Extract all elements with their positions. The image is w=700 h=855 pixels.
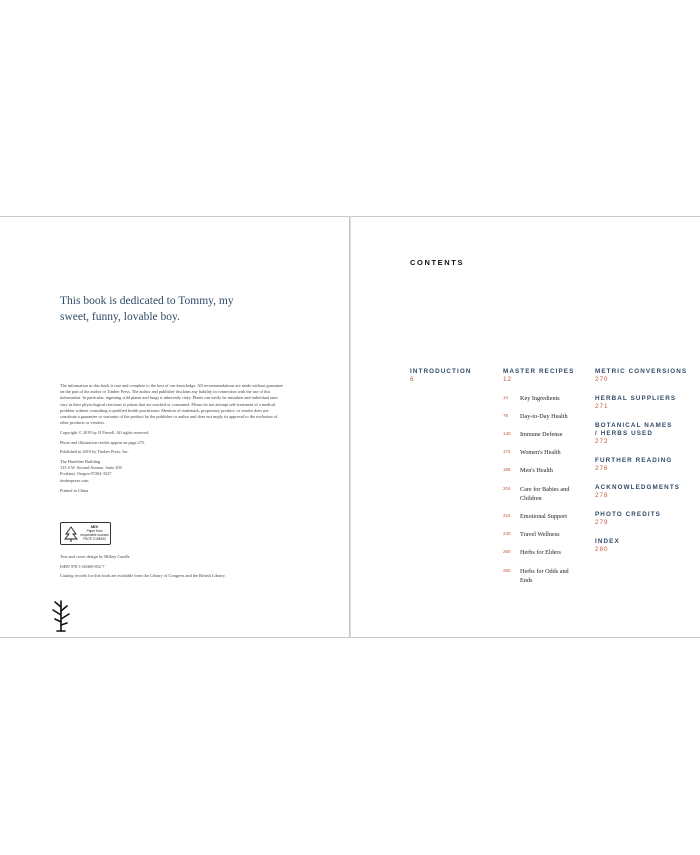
toc-recipe-name: Men's Health xyxy=(520,467,553,474)
toc-recipe-name: Emotional Support xyxy=(520,513,567,520)
toc-page-number: 224 xyxy=(503,513,511,518)
fsc-tree-icon xyxy=(64,526,78,543)
toc-recipe-name: Key Ingredients xyxy=(520,395,560,402)
toc-page-number: 204 xyxy=(503,486,511,491)
toc-recipe-name: Immune Defense xyxy=(520,431,563,438)
toc-section-label: PHOTO CREDITS xyxy=(595,511,661,518)
toc-section-entry[interactable] xyxy=(595,422,695,446)
address-line: timberpress.com xyxy=(60,477,89,483)
toc-section-entry[interactable] xyxy=(595,511,695,527)
address-line: The Haseltine Building xyxy=(60,459,101,465)
fsc-logo xyxy=(60,522,111,545)
toc-page-number: 260 xyxy=(503,568,511,573)
toc-section-label: METRIC CONVERSIONS xyxy=(595,368,688,375)
toc-introduction[interactable] xyxy=(410,368,490,384)
publisher-address xyxy=(60,459,286,484)
credits-block xyxy=(60,554,286,583)
toc-page-number: 276 xyxy=(595,465,609,472)
toc-page-number: 14 xyxy=(503,395,509,400)
toc-page-number: 172 xyxy=(503,449,511,454)
design-credit: Text and cover design by Hillary Caudle xyxy=(60,554,130,559)
toc-page-number: 280 xyxy=(595,546,609,553)
publisher-tree-logo xyxy=(49,598,73,632)
toc-recipe-name: Travel Wellness xyxy=(520,531,560,538)
published-line: Published in 2019 by Timber Press, Inc. xyxy=(60,449,129,455)
isbn-line: ISBN 978-1-60469-852-7 xyxy=(60,563,105,569)
fsc-text xyxy=(79,525,110,541)
toc-section-entry[interactable] xyxy=(595,368,695,384)
fsc-line: Paper from xyxy=(86,529,103,533)
toc-recipe-name: Day-to-Day Health xyxy=(520,413,568,420)
copyright-block xyxy=(60,383,286,498)
toc-recipe-name: Women's Health xyxy=(520,449,561,456)
toc-section-label: MASTER RECIPES xyxy=(503,368,575,375)
toc-page-number: 6 xyxy=(410,376,415,383)
copyright-line: Copyright © 2019 by JJ Pursell. All rights reserved. xyxy=(60,429,150,435)
toc-page-number: 186 xyxy=(503,467,511,472)
toc-section-label: HERBAL SUPPLIERS xyxy=(595,395,677,402)
toc-section-label: BOTANICAL NAMES / HERBS USED xyxy=(595,422,673,437)
toc-page-number: 140 xyxy=(503,431,511,436)
dedication-text: This book is dedicated to Tommy, my sweet, funny, lovable boy. xyxy=(60,295,234,323)
toc-section-entry[interactable] xyxy=(595,484,695,500)
toc-page-number: 270 xyxy=(595,376,609,383)
toc-section-entry[interactable] xyxy=(595,395,695,411)
disclaimer-notice: The information in this book is true and complete to the best of our knowledge. All recommendations are made without guarantee on the part of the author or Timber Press. The author and publisher disclaim any liability in connection with the use of this information. In particular, ingesting wild plants and fungi is inherently risky. Plants can easily be mistaken and individual ones vary in their physiological reactions to plants that are touched or consumed. Please do not attempt self-treatment of a medical problem without consulting a qualified health practitioner. Mention of trademark, proprietary product, or vendor does not constitute a guarantee or warranty of the product by the publisher or author and does not imply its approval to the exclusion of other products or vendors. xyxy=(60,383,284,426)
address-line: Portland, Oregon 97204-3527 xyxy=(60,471,112,477)
toc-recipe-name: Herbs for Odds and Ends xyxy=(520,568,569,584)
toc-back-matter xyxy=(595,368,695,565)
toc-recipe-name: Care for Babies and Children xyxy=(520,486,570,502)
toc-section-label: FURTHER READING xyxy=(595,457,673,464)
toc-page-number: 240 xyxy=(503,531,511,536)
address-line: 133 S.W. Second Avenue, Suite 450 xyxy=(60,465,122,471)
toc-section-entry[interactable] xyxy=(595,457,695,473)
toc-page-number: 278 xyxy=(595,492,609,499)
catalog-line: Catalog records for this book are available from the Library of Congress and the British Library. xyxy=(60,573,226,579)
photo-credits-line: Photo and illustration credits appear on page 275. xyxy=(60,439,146,445)
toc-section-label: INTRODUCTION xyxy=(410,368,472,375)
fsc-code: FSC® C198333 xyxy=(83,537,106,541)
toc-page-number: 271 xyxy=(595,403,609,410)
toc-page-number: 250 xyxy=(503,549,511,554)
toc-page-number: 272 xyxy=(595,438,609,445)
fsc-line: responsible sources xyxy=(80,533,109,537)
toc-section-entry[interactable] xyxy=(595,538,695,554)
toc-recipe-name: Herbs for Elders xyxy=(520,549,561,556)
toc-page-number: 78 xyxy=(503,413,509,418)
fsc-mix: MIX xyxy=(90,524,99,529)
toc-section-label: ACKNOWLEDGMENTS xyxy=(595,484,681,491)
toc-page-number: 279 xyxy=(595,519,609,526)
toc-page-number: 12 xyxy=(503,376,513,383)
toc-section-label: INDEX xyxy=(595,538,620,545)
contents-title: CONTENTS xyxy=(410,258,465,267)
printed-line: Printed in China xyxy=(60,487,89,493)
book-gutter xyxy=(349,216,351,637)
toc-master-recipes[interactable] xyxy=(503,368,591,384)
